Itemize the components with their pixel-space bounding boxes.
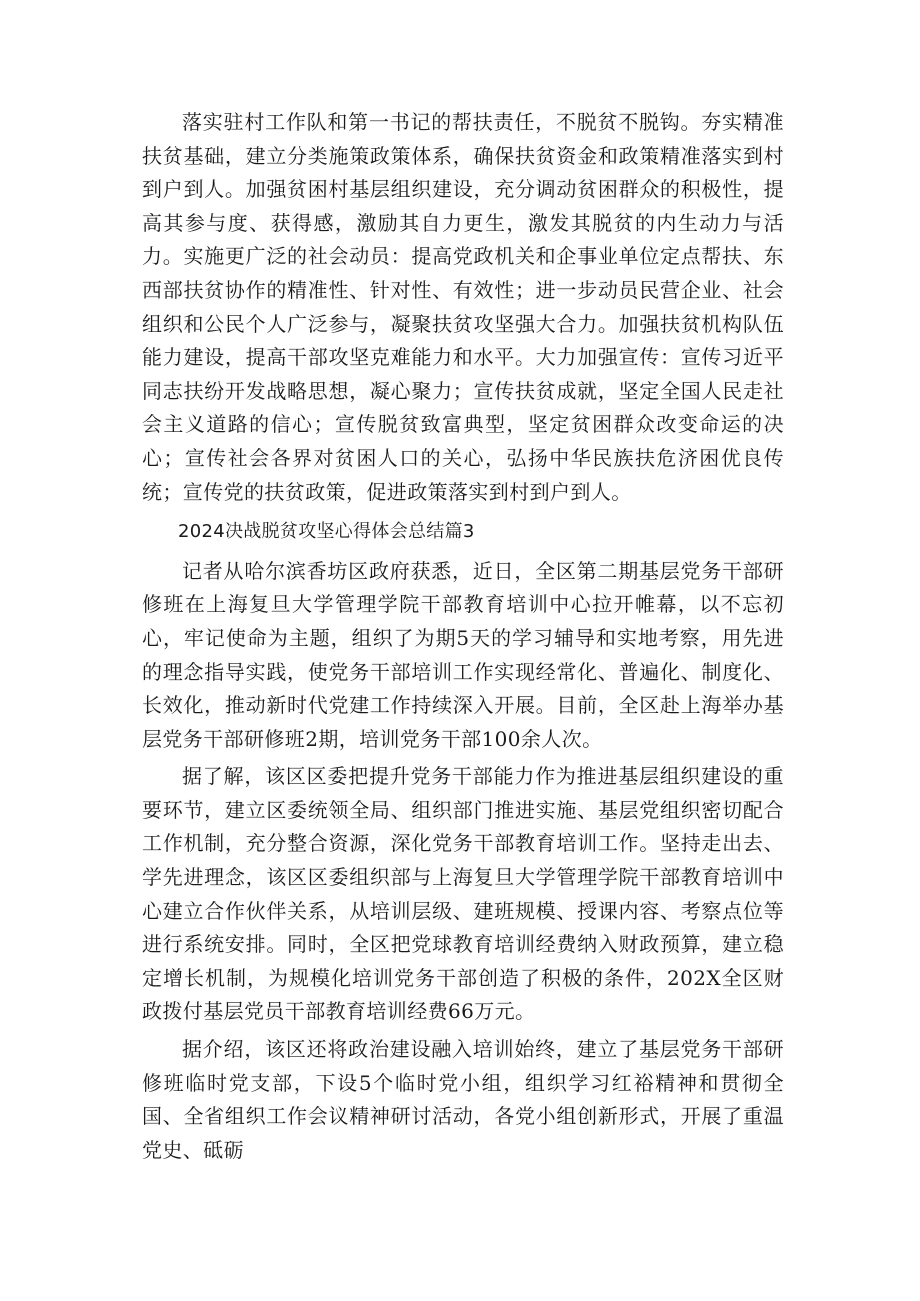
body-paragraph: 据了解，该区区委把提升党务干部能力作为推进基层组织建设的重要环节，建立区委统领全局、组织部门推进实施、基层党组织密切配合工作机制，充分整合资源，深化党务干部教育培训工作。坚持走出去、学先进理念，该区区委组织部与上海复旦大学管理学院干部教育培训中心建立合作伙伴关系，从培训层级、建班规模、授课内容、考察点位等进行系统安排。同时，全区把党球教育培训经费纳入财政预算，建立稳定增长机制，为规模化培训党务干部创造了积极的条件，202X全区财政拨付基层党员干部教育培训经费66万元。	[142, 764, 784, 1024]
body-paragraph: 落实驻村工作队和第一书记的帮扶责任，不脱贫不脱钩。夯实精准扶贫基础，建立分类施策政策体系，确保扶贫资金和政策精准落实到村到户到人。加强贫困村基层组织建设，充分调动贫困群众的积极性，提高其参与度、获得感，激励其自力更生，激发其脱贫的内生动力与活力。实施更广泛的社会动员：提高党政机关和企事业单位定点帮扶、东西部扶贫协作的精准性、针对性、有效性；进一步动员民营企业、社会组织和公民个人广泛参与，凝聚扶贫攻坚强大合力。加强扶贫机构队伍能力建设，提高干部攻坚克难能力和水平。大力加强宣传：宣传习近平同志扶纷开发战略思想，凝心聚力；宣传扶贫成就，坚定全国人民走社会主义道路的信心；宣传脱贫致富典型，坚定贫困群众改变命运的决心；宣传社会各界对贫困人口的关心，弘扬中华民族扶危济困优良传统；宣传党的扶贫政策，促进政策落实到村到户到人。	[142, 110, 784, 504]
document-body	[142, 106, 784, 1167]
section-heading: 2024决战脱贫攻坚心得体会总结篇3	[178, 521, 475, 543]
body-paragraph: 记者从哈尔滨香坊区政府获悉，近日，全区第二期基层党务干部研修班在上海复旦大学管理学院干部教育培训中心拉开帷幕，以不忘初心，牢记使命为主题，组织了为期5天的学习辅导和实地考察，用先进的理念指导实践，使党务干部培训工作实现经常化、普遍化、制度化、长效化，推动新时代党建工作持续深入开展。目前，全区赴上海举办基层党务干部研修班2期，培训党务干部100余人次。	[142, 558, 784, 751]
body-paragraph: 据介绍，该区还将政治建设融入培训始终，建立了基层党务干部研修班临时党支部，下设5个临时党小组，组织学习红裕精神和贯彻全国、全省组织工作会议精神研讨活动，各党小组创新形式，开展了重温党史、砥砺	[142, 1037, 784, 1162]
